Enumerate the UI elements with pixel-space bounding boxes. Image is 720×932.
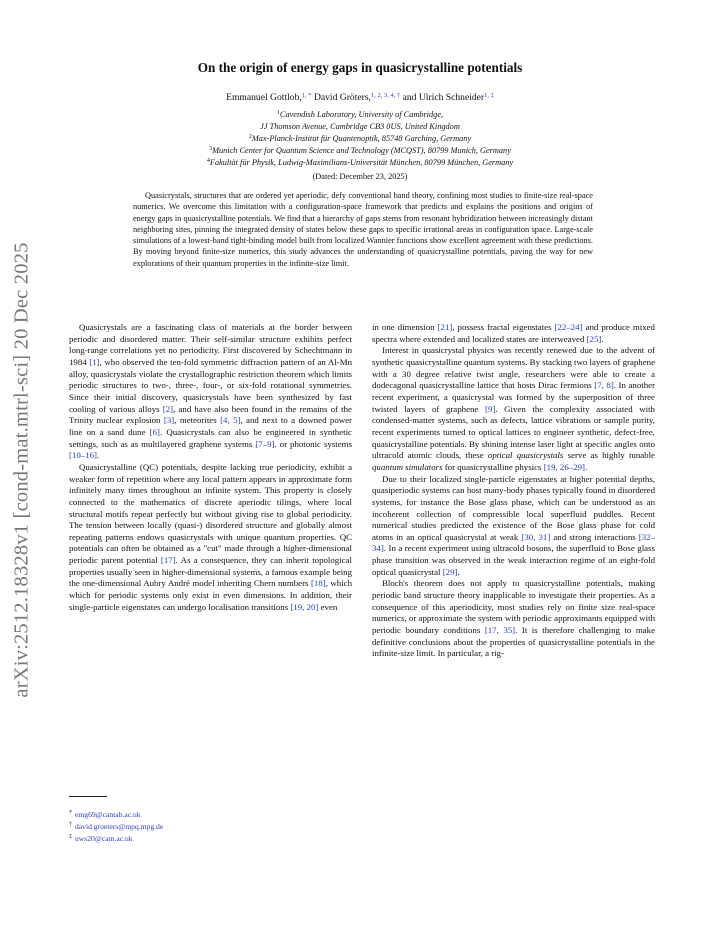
citation-link[interactable]: [30, 31]	[521, 531, 551, 542]
footnotes	[69, 808, 163, 844]
citation-link[interactable]: [17, 35]	[484, 625, 516, 636]
citation-link[interactable]: [21]	[437, 322, 453, 332]
citation-link[interactable]: [6]	[149, 426, 160, 437]
affiliations	[0, 108, 720, 168]
citation-link[interactable]: [19, 26–29]	[543, 461, 585, 472]
footnote: † david.groeters@mpq.mpg.de	[69, 822, 164, 831]
citation-link[interactable]: [18]	[310, 578, 326, 589]
paragraph: Interest in quasicrystal physics was recently renewed due to the advent of synthetic quasicrystalline quantum systems. By stacking two layers of graphene with a 30 degree relative twist angle, researchers were able to create a dodecagonal quasicrystalline lattice that hosts Dirac fermions [7, 8]. In another recent experiment, a quasicrystal was formed by the superposition of three twisted layers of graphene [9]. Given the complexity associated with condensed-matter systems, such as defects, lattice vibrations or sample purity, recent experiments turned to optical lattices to engineer synthetic, defect-free, quasicrystalline potentials. By shining intense laser light at specific angles onto ultracold atomic clouds, these optical quasicrystals serve as highly tunable quantum simulators for quasicrystalline physics [19, 26–29].	[372, 345, 656, 472]
affiliation-line: $^2$Max-Planck-Institut für Quantenoptik, 85748 Garching, Germany	[248, 134, 472, 143]
citation-link[interactable]: [3]	[163, 415, 175, 426]
affiliation-line: $^1$Cavendish Laboratory, University of Cambridge,	[276, 110, 444, 119]
citation-link[interactable]: [7, 8]	[594, 380, 614, 391]
footnote: ‡ uws20@cam.ac.uk	[69, 834, 133, 843]
author-affiliation-marks[interactable]: 1, ‡	[484, 92, 494, 99]
affiliation-line: $^4$Fakultät für Physik, Ludwig-Maximilians-Universität München, 80799 München, Germany	[206, 158, 514, 167]
right-column	[372, 322, 655, 660]
left-column	[69, 322, 352, 613]
paper-title: On the origin of energy gaps in quasicrystalline potentials	[197, 60, 523, 75]
author-affiliation-marks[interactable]: 1, 2, 3, 4, †	[370, 92, 401, 99]
citation-link[interactable]: [17]	[160, 555, 176, 566]
citation-link[interactable]: [32–34]	[372, 531, 655, 554]
paragraph: Due to their localized single-particle eigenstates at higher potential depths, quasiperiodic systems can host many-body phases typically found in disordered systems, for instance the Bose glass phase, which can be understood as an incoherent collection of compressible local superfluid puddles. Recent numerical studies predicted the existence of the Bose glass phase for cold atoms in an optical quasicrystal at weak [30, 31] and strong interactions [32–34]. In a recent experiment using ultracold bosons, the superfluid to Bose glass phase transition was observed in the weak interaction regime of an eight-fold optical quasicrystal [29].	[372, 473, 655, 577]
email-link[interactable]: david.groeters@mpq.mpg.de	[75, 822, 164, 831]
citation-link[interactable]: [25]	[586, 333, 602, 344]
author-name: Emmanuel Gottlob,	[226, 92, 302, 103]
footnote-divider	[69, 796, 107, 797]
author-name: David Gröters,	[313, 92, 371, 103]
citation-link[interactable]: [10–16]	[69, 450, 97, 461]
citation-link[interactable]: [19, 20]	[290, 601, 319, 612]
emphasis: quantum simulators	[372, 461, 443, 472]
affiliation-line: $^3$Munich Center for Quantum Science and Technology (MCQST), 80799 Munich, Germany	[209, 146, 511, 155]
citation-link[interactable]: [9]	[485, 403, 496, 414]
footnote: * emg69@cantab.ac.uk	[69, 810, 141, 819]
arxiv-identifier[interactable]: arXiv:2512.18328v1 [cond-mat.mtrl-sci] 20 Dec 2025	[10, 242, 33, 698]
email-link[interactable]: uws20@cam.ac.uk	[75, 834, 133, 843]
citation-link[interactable]: [2]	[162, 403, 174, 414]
citation-link[interactable]: [4, 5]	[220, 415, 241, 426]
author-affiliation-marks[interactable]: 1, *	[301, 92, 312, 99]
abstract: Quasicrystals, structures that are ordered yet aperiodic, defy conventional band theory, confining most studies to finite-size real-space numerics. We overcome this limitation with a configuration-space framework that predicts and explains the positions and origins of energy gaps in quasicrystalline potentials. We find that a hierarchy of gaps stems from resonant hybridization between increasingly distant neighboring sites, pinning the integrated density of states below these gaps to specific irrational areas in configuration space. Large-scale simulations of a lowest-band tight-binding model built from localized Wannier functions show excellent agreement with these predictions. By moving beyond finite-size numerics, this study advances the understanding of quasicrystalline potentials, paving the way for new explorations of their quantum properties in the infinite-size limit.	[133, 191, 593, 268]
paragraph: Quasicrystals are a fascinating class of materials at the border between periodic and disordered matter. Their self-similar structure exhibits perfect long-range correlations yet no periodicity. First discovered by Schechtmann in 1984 [1], who observed the ten-fold symmetric diffraction pattern of an Al-Mn alloy, quasicrystals violate the crystallographic restriction theorem which limits periodic structures to two-, three-, four-, or six-fold rotational symmetries. Since their initial discovery, quasicrystals have been synthesized by fast cooling of various alloys [2], and have also been found in the remains of the Trinity nuclear explosion [3], meteorites [4, 5], and next to a downed power line on a sand dune [6]. Quasicrystals can also be engineered in synthetic settings, such as as multilayered graphene systems [7–9]. or photonic systems [10–16].	[69, 322, 353, 461]
author-name: and Ulrich Schneider	[402, 92, 485, 103]
paragraph: Bloch's theorem does not apply to quasicrystalline potentials, making periodic band structure theory inapplicable to investigate their properties. As a consequence of this aperiodicity, most studies rely on finite size real-space numerics, or approximate the system with periodic approximants equipped with periodic boundary conditions [17, 35]. It is therefore challenging to make definitive conclusions about the properties of quasicrystalline potentials in the infinite-size limit. In particular, a rig-	[372, 578, 656, 659]
emphasis: optical quasicrystals	[487, 450, 564, 461]
citation-link[interactable]: [7–9]	[255, 438, 275, 449]
citation-link[interactable]: [1]	[89, 356, 100, 367]
citation-link[interactable]: [29]	[442, 566, 458, 577]
date-line: (Dated: December 23, 2025)	[312, 172, 408, 181]
paragraph: in one dimension [21], possess fractal eigenstates [22–24] and produce mixed spectra where extended and localized states are interweaved [25].	[372, 322, 655, 344]
paragraph: Quasicrystalline (QC) potentials, despite lacking true periodicity, exhibit a weaker form of repetition where any local pattern appears in approximate form infinitely many times throughout an infinite system. This property is closely connected to the mathematics of discrete aperiodic tilings, where local structural motifs repeat perfectly but without giving rise to global periodicity. The tension between locally (quasi-) disordered structure and globally almost repeating patterns endows quasicrystals with unique quantum properties. QC potentials can often be obtained as a "cut" made through a higher-dimensional periodic parent potential [17]. As a consequence, they can inherit topological properties usually seen in higher-dimensional systems, a famous example being the one-dimensional Aubry André model inheriting Chern numbers [18], which which for periodic systems only exist in even dimensions. In addition, their single-particle eigenstates can undergo localisation transitions [19, 20] even	[69, 461, 352, 612]
author-list	[0, 92, 720, 103]
email-link[interactable]: emg69@cantab.ac.uk	[75, 810, 141, 819]
citation-link[interactable]: [22–24]	[554, 322, 583, 332]
affiliation-line: JJ Thomson Avenue, Cambridge CB3 0US, United Kingdom	[260, 122, 460, 131]
